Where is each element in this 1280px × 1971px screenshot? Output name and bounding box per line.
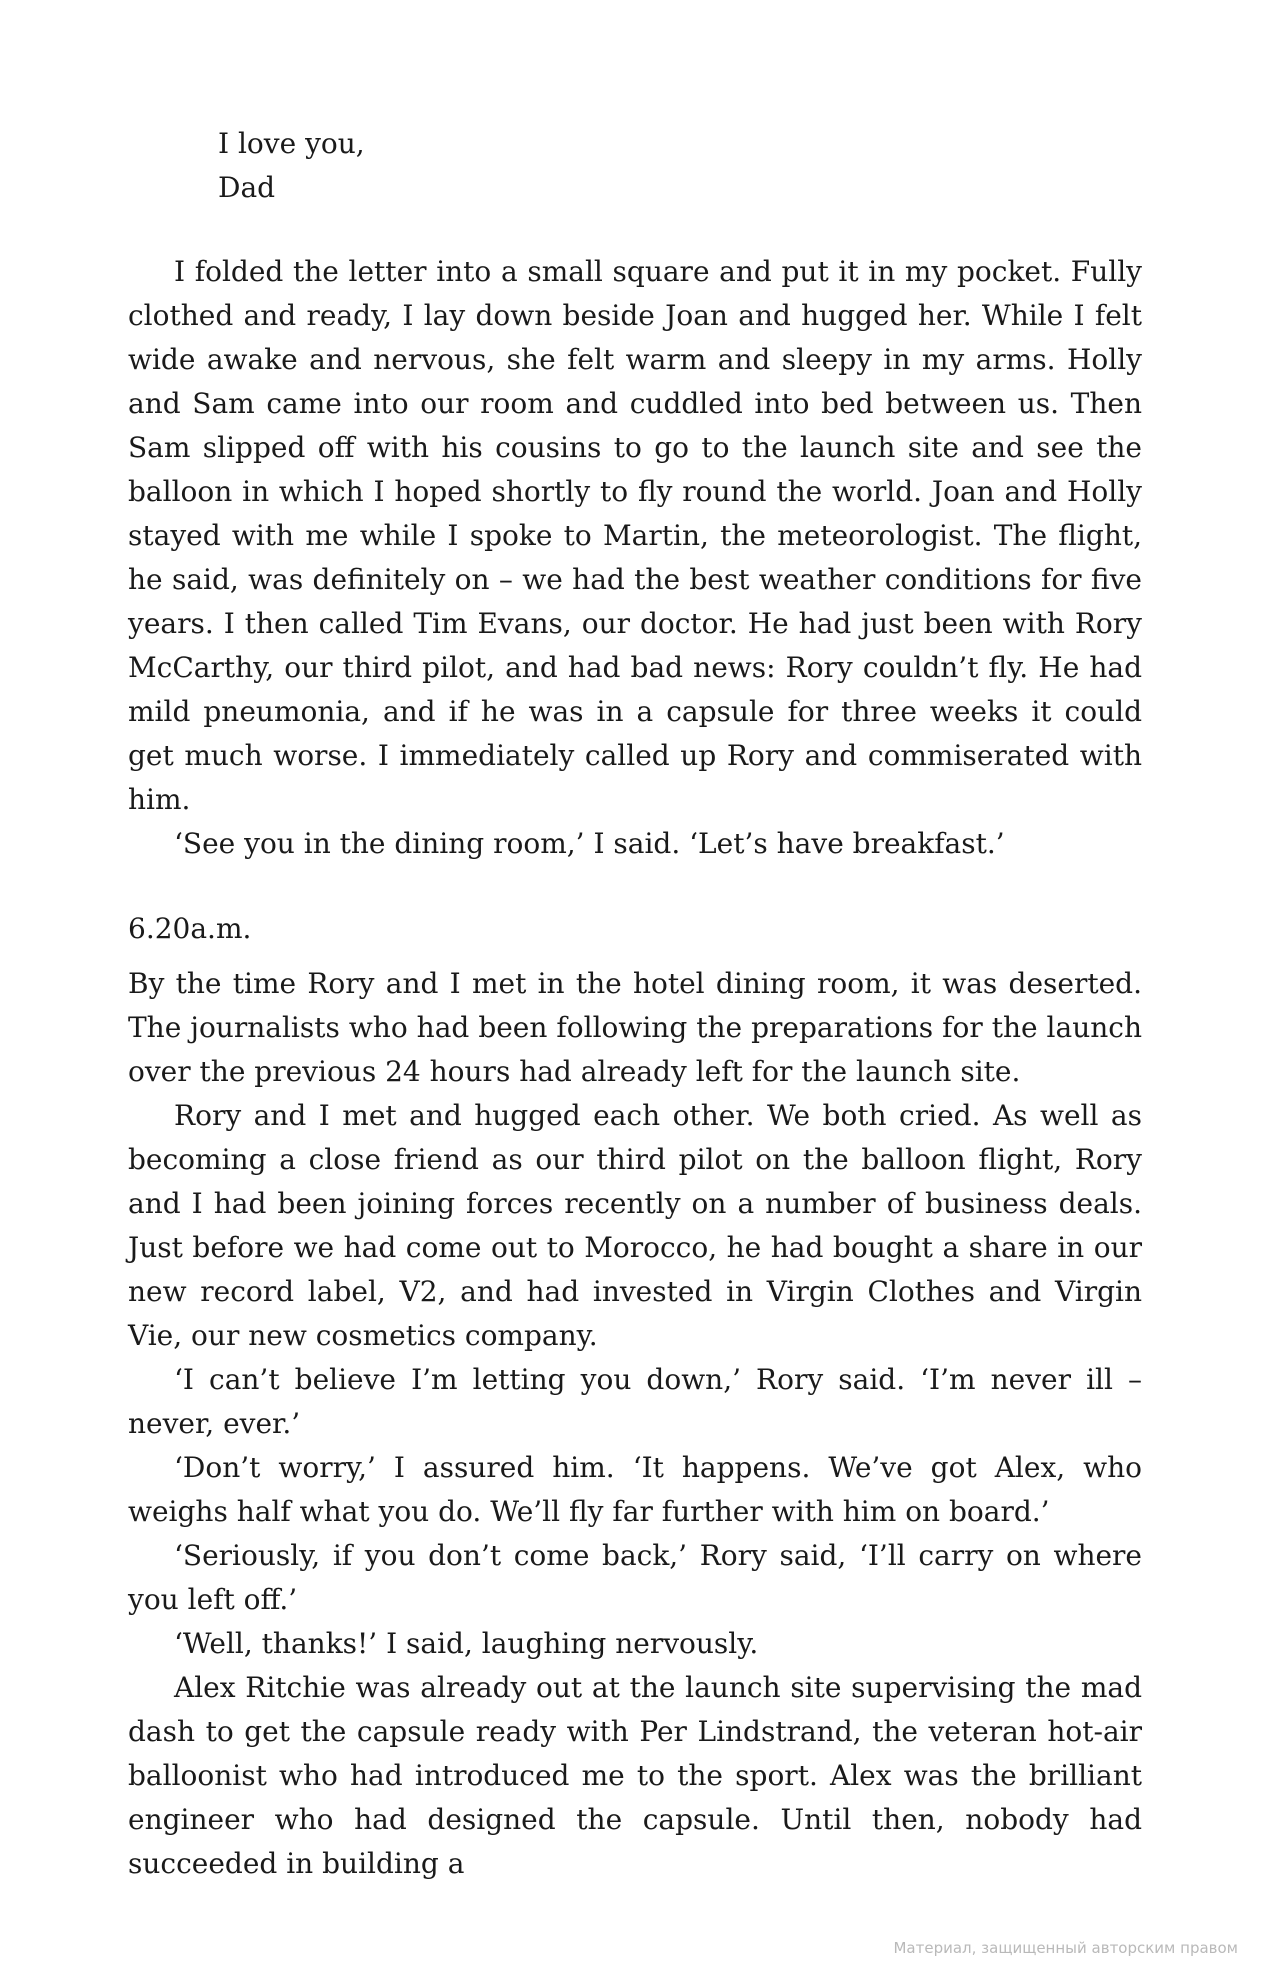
spacer [128, 210, 1142, 250]
letter-signature: Dad [218, 171, 276, 204]
paragraph: Rory and I met and hugged each other. We both cried. As well as becoming a close friend as our third pilot on the balloon flight, Rory and I had been joining forces recently on a number of business deals. Just before we had come out to Morocco, he had bought a share in our new record label, V2, and had invested in Virgin Clothes and Virgin Vie, our new cosmetics company. [128, 1099, 1142, 1352]
paragraph: ‘Don’t worry,’ I assured him. ‘It happens. We’ve got Alex, who weighs half what you do. We’ll fly far further with him on board.’ [128, 1451, 1142, 1528]
paragraph: ‘Well, thanks!’ I said, laughing nervously. [174, 1627, 759, 1660]
paragraph: ‘Seriously, if you don’t come back,’ Rory said, ‘I’ll carry on where you left off.’ [128, 1539, 1142, 1616]
letter-closing-line: I love you, [218, 127, 365, 160]
book-page [128, 122, 1142, 1886]
paragraph: I folded the letter into a small square and put it in my pocket. Fully clothed and ready, I lay down beside Joan and hugged her. While I felt wide awake and nervous, she felt warm and sleepy in my arms. Holly and Sam came into our room and cuddled into bed between us. Then Sam slipped off with his cousins to go to the launch site and see the balloon in which I hoped shortly to fly round the world. Joan and Holly stayed with me while I spoke to Martin, the meteorologist. The flight, he said, was definitely on – we had the best weather conditions for five years. I then called Tim Evans, our doctor. He had just been with Rory McCarthy, our third pilot, and had bad news: Rory couldn’t fly. He had mild pneumonia, and if he was in a capsule for three weeks it could get much worse. I immediately called up Rory and commiserated with him. [128, 255, 1142, 816]
paragraph: ‘I can’t believe I’m letting you down,’ Rory said. ‘I’m never ill – never, ever.’ [128, 1363, 1142, 1440]
spacer [128, 951, 1142, 962]
paragraph: By the time Rory and I met in the hotel dining room, it was deserted. The journalists who had been following the preparations for the launch over the previous 24 hours had already left for the launch site. [128, 967, 1142, 1088]
copyright-watermark: Материал, защищенный авторским правом [893, 1939, 1238, 1957]
spacer [128, 866, 1142, 907]
section-time-heading: 6.20a.m. [128, 912, 252, 945]
paragraph: Alex Ritchie was already out at the launch site supervising the mad dash to get the capsule ready with Per Lindstrand, the veteran hot-air balloonist who had introduced me to the sport. Alex was the brilliant engineer who had designed the capsule. Until then, nobody had succeeded in building a [128, 1671, 1142, 1880]
letter-closing [218, 122, 1142, 210]
paragraph: ‘See you in the dining room,’ I said. ‘Let’s have breakfast.’ [174, 827, 1005, 860]
